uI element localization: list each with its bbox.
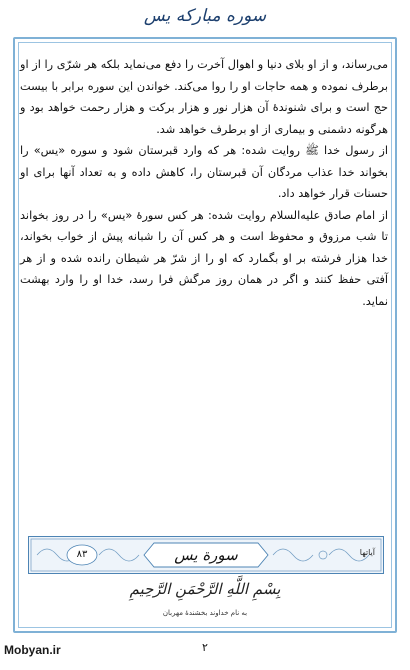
page-number: ۲	[202, 641, 208, 654]
verse-count: ۸۳	[76, 549, 88, 560]
paragraph-prophet-narration: از رسول خدا ﷺ روایت شده: هر که وارد قبرستان شود و سوره «یس» را بخواند خدا عذاب مردگان آن قبرستان را، کاهش داده و به تعداد آنها برای او حسنات قرار خواهد داد.	[20, 144, 388, 200]
paragraph-imam-narration: از امام صادق علیه‌السلام روایت شده: هر کس سورهٔ «یس» را در روز بخواند تا شب مرزوق و محفوظ است و هر کس آن را شبانه پیش از خواب بخواند، خدا هزار فرشته بر او بگمارد که او را از شرّ هر شیطان رانده شده و از هر آفتی حفظ کنند و اگر در همان روز مرگش فرا رسد، خدا او را وارد بهشت نماید.	[20, 208, 388, 308]
surah-banner	[28, 536, 384, 574]
body-text	[20, 54, 388, 312]
basmala: بِسْمِ اللَّهِ الرَّحْمَنِ الرَّحِيمِ	[129, 580, 281, 598]
page-header-title: سوره مبارکه یس	[143, 6, 267, 26]
surah-title: سورة يس	[174, 546, 238, 564]
paragraph-virtues: می‌رساند، و از او بلای دنیا و اهوال آخرت را دفع می‌نماید بلکه هر شرّی را از او برطرف نموده و همه حاجات او را روا می‌کند. خواندن این سوره برابر با بیست حج است و برای شنوندهٔ آن هزار نور و هزار برکت و هزار رحمت خواهد بود و هرگونه دشمنی و بیماری از او برطرف خواهد شد.	[20, 58, 388, 136]
watermark: Mobyan.ir	[4, 643, 61, 657]
verse-count-label: آیاتها	[359, 548, 375, 557]
basmala-translation: به نام خداوند بخشندهٔ مهربان	[162, 609, 248, 617]
